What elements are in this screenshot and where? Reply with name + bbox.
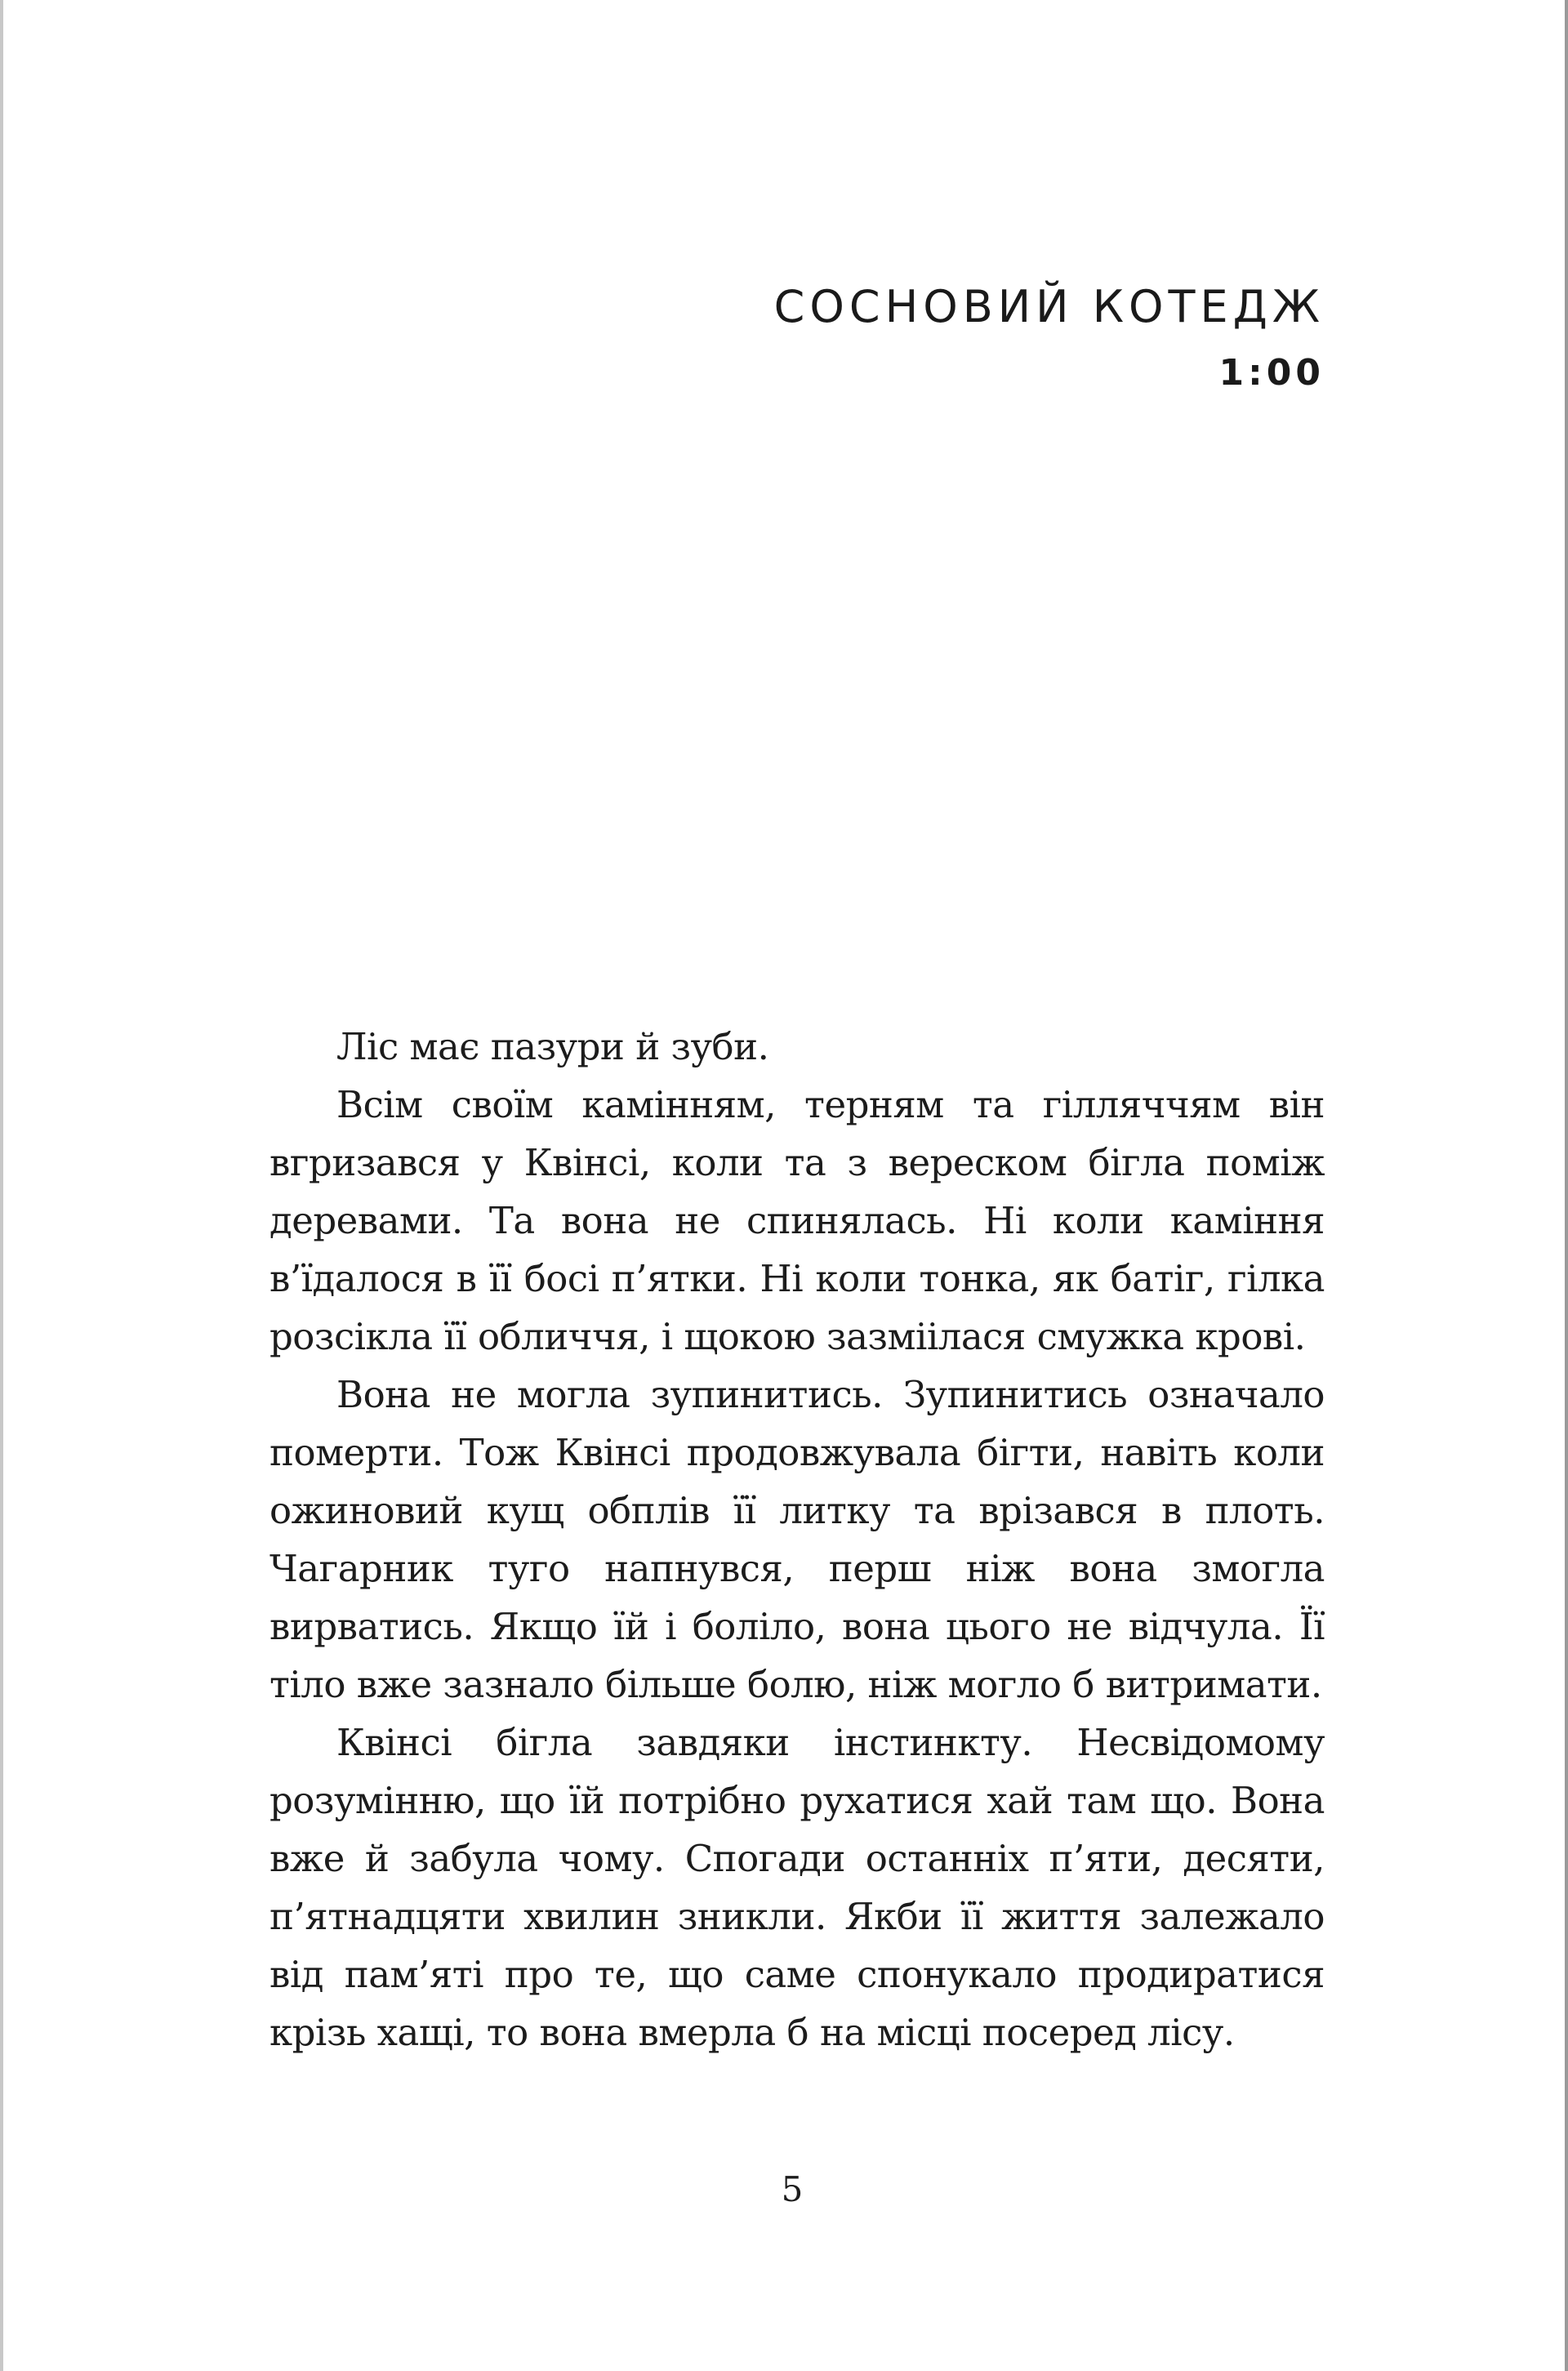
page-number: 5	[781, 2169, 804, 2209]
paragraph: Всім своїм камінням, терням та гілляччям він вгризався у Квінсі, коли та з вереском бігла поміж деревами. Та вона не спинялась. Ні коли каміння в’їдалося в її босі п’ятки. Ні коли тонка, як батіг, гілка розсікла її обличчя, і щокою зазміілася смужка крові.	[270, 1083, 1325, 1358]
chapter-header	[774, 270, 1325, 402]
paragraph: Вона не могла зупинитись. Зупинитись означало померти. Тож Квінсі продовжувала бігти, навіть коли ожиновий кущ обплів її литку та врізався в плоть. Чагарник туго напнувся, перш ніж вона змогла вирватись. Якщо їй і боліло, вона цього не відчула. Її тіло вже зазнало більше болю, ніж могло б витримати.	[270, 1373, 1325, 1706]
chapter-time: 1:00	[1218, 352, 1325, 394]
body-text	[270, 1018, 1325, 2061]
paragraph: Ліс має пазури й зуби.	[336, 1025, 769, 1068]
page-edge-right	[1565, 0, 1568, 2371]
chapter-title: СОСНОВИЙ КОТЕДЖ	[773, 281, 1325, 332]
page-edge-left	[0, 0, 3, 2371]
paragraph: Квінсі бігла завдяки інстинкту. Несвідомому розумінню, що їй потрібно рухатися хай там що. Вона вже й забула чому. Спогади останніх п’яти, десяти, п’ятнадцяти хвилин зникли. Якби її життя залежало від пам’яті про те, що саме спонукало продиратися крізь хащі, то вона вмерла б на місці посеред лісу.	[270, 1721, 1325, 2054]
